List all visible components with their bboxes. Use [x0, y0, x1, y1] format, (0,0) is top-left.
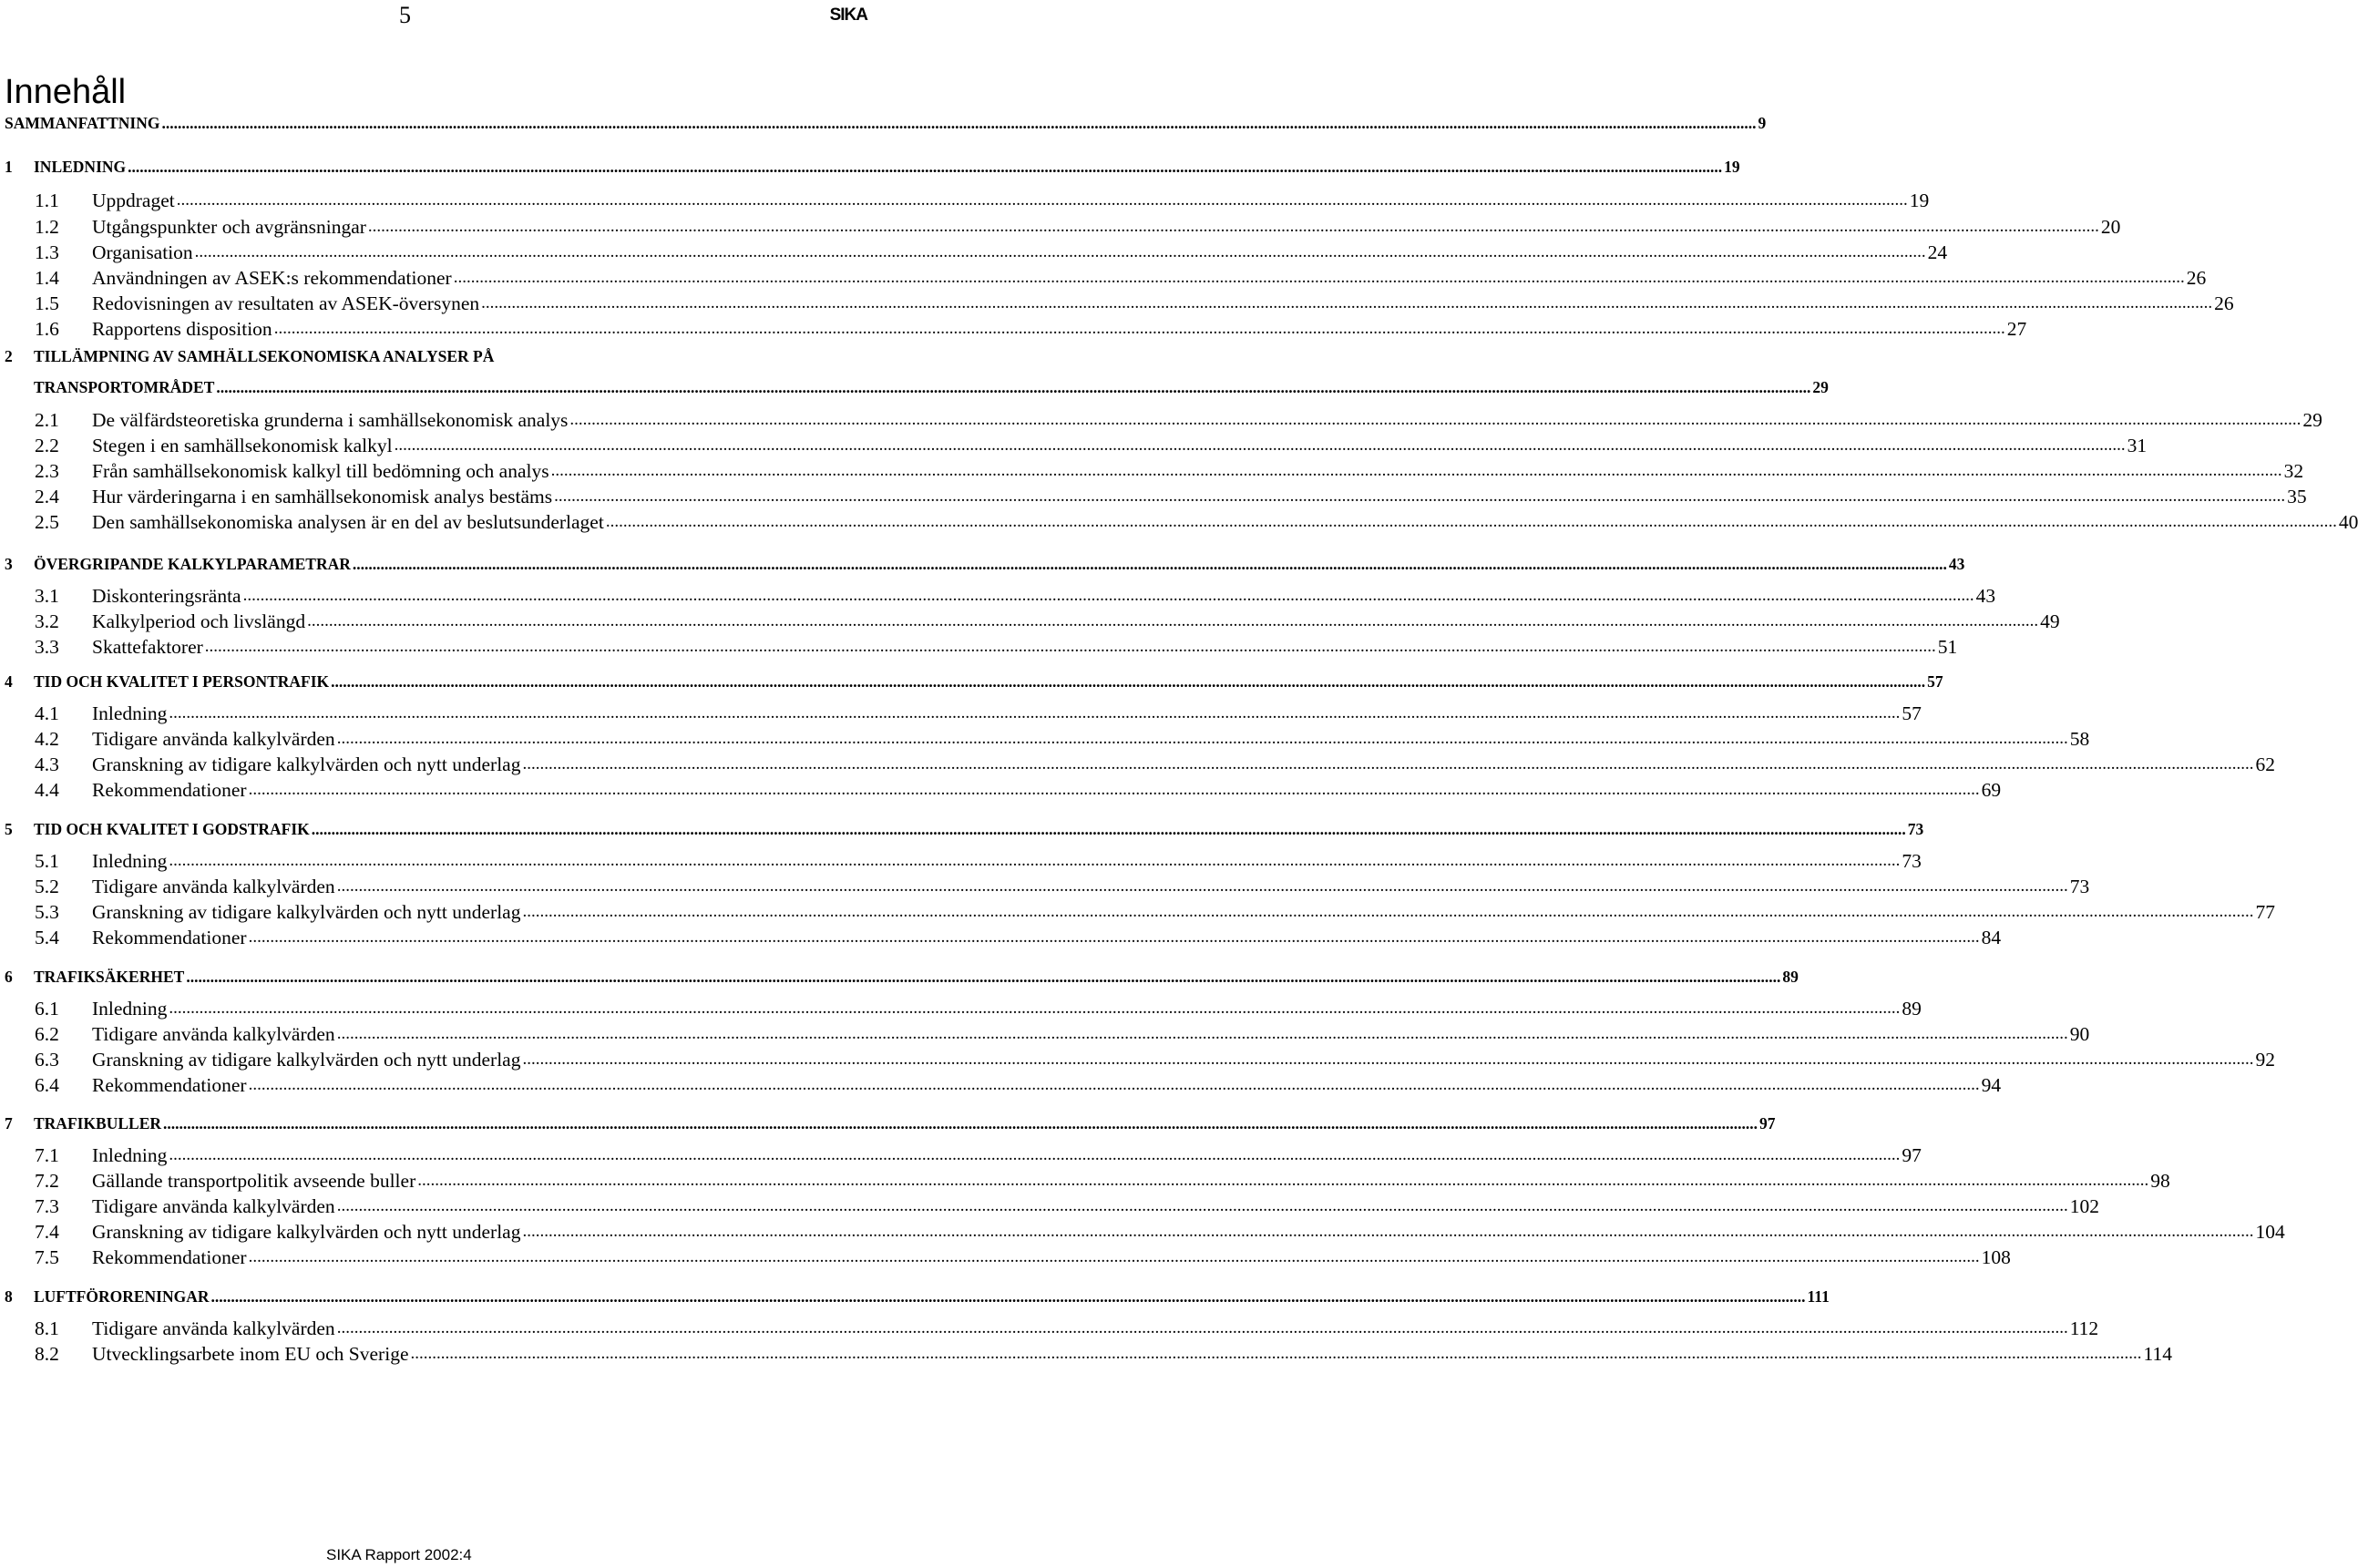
toc-entry-page: 27 — [2006, 318, 2027, 340]
toc-chapter-entry[interactable] — [5, 106, 1767, 133]
toc-entry-title-continued: TRANSPORTOMRÅDET — [34, 378, 215, 396]
toc-entry-number: 7.2 — [35, 1170, 59, 1192]
toc-entry-number: 4.3 — [35, 753, 59, 775]
toc-chapter-entry[interactable] — [5, 1279, 1830, 1307]
toc-section-entry[interactable] — [5, 507, 2358, 534]
toc-chapter-entry[interactable] — [5, 547, 1965, 574]
toc-entry-number: 2 — [5, 347, 13, 365]
toc-dot-leader: ................................................................................................................................................................................................................................................................................................................................................................................................................ — [417, 1171, 2149, 1190]
toc-section-entry[interactable] — [5, 1140, 1922, 1167]
toc-section-entry[interactable] — [5, 313, 2027, 341]
toc-entry-page: 89 — [1902, 998, 1922, 1020]
toc-section-entry[interactable] — [5, 237, 1948, 264]
toc-entry-page: 98 — [2150, 1170, 2170, 1192]
toc-entry-title: Inledning — [92, 998, 168, 1020]
toc-entry-number: 3.2 — [35, 610, 59, 632]
toc-entry-number: 4.2 — [35, 728, 59, 750]
toc-dot-leader: ................................................................................................................................................................................................................................................................................................................................................................................................................ — [336, 876, 2068, 896]
toc-dot-leader: ................................................................................................................................................................................................................................................................................................................................................................................................................ — [169, 999, 1901, 1018]
toc-chapter-entry[interactable] — [5, 812, 1924, 839]
toc-entry-page: 31 — [2127, 435, 2148, 456]
toc-entry-title: LUFTFÖRORENINGAR — [34, 1287, 210, 1306]
toc-dot-leader: ................................................................................................................................................................................................................................................................................................................................................................................................................ — [311, 820, 1906, 838]
toc-dot-leader: ................................................................................................................................................................................................................................................................................................................................................................................................................ — [128, 158, 1723, 176]
toc-section-entry[interactable] — [5, 631, 1958, 659]
toc-entry-page: 9 — [1758, 114, 1767, 132]
toc-dot-leader: ................................................................................................................................................................................................................................................................................................................................................................................................................ — [248, 1247, 1980, 1266]
page-title: Innehåll — [5, 73, 127, 111]
toc-entry-page: 84 — [1981, 927, 2002, 948]
toc-section-entry[interactable] — [5, 288, 2234, 315]
toc-entry-number: 7 — [5, 1114, 13, 1132]
toc-dot-leader: ................................................................................................................................................................................................................................................................................................................................................................................................................ — [569, 410, 2302, 429]
toc-entry-title: ÖVERGRIPANDE KALKYLPARAMETRAR — [34, 555, 351, 573]
toc-entry-title: Tidigare använda kalkylvärden — [92, 1023, 335, 1045]
toc-entry-page: 108 — [1981, 1246, 2011, 1268]
toc-entry-page: 57 — [1927, 672, 1943, 691]
toc-entry-page: 29 — [2302, 409, 2322, 431]
toc-entry-number: 6 — [5, 968, 13, 986]
toc-entry-number: 1.4 — [35, 267, 59, 289]
toc-chapter-entry[interactable] — [5, 959, 1799, 987]
toc-section-entry[interactable] — [5, 723, 2090, 751]
toc-entry-number: 7.5 — [35, 1246, 59, 1268]
toc-dot-leader: ................................................................................................................................................................................................................................................................................................................................................................................................................ — [307, 611, 2039, 630]
toc-entry-title: Rekommendationer — [92, 927, 247, 948]
toc-entry-title: Inledning — [92, 850, 168, 872]
toc-entry-page: 114 — [2143, 1343, 2172, 1365]
toc-entry-number: 6.4 — [35, 1074, 59, 1096]
toc-entry-page: 102 — [2069, 1195, 2099, 1217]
toc-dot-leader: ................................................................................................................................................................................................................................................................................................................................................................................................................ — [216, 378, 1811, 396]
toc-section-entry[interactable] — [5, 1338, 2172, 1366]
toc-entry-page: 89 — [1782, 968, 1799, 986]
toc-entry-number: 4 — [5, 672, 13, 691]
toc-chapter-entry[interactable] — [5, 149, 1740, 177]
toc-section-entry[interactable] — [5, 1313, 2099, 1340]
toc-dot-leader: ................................................................................................................................................................................................................................................................................................................................................................................................................ — [453, 268, 2185, 287]
toc-section-entry[interactable] — [5, 211, 2121, 239]
toc-section-entry[interactable] — [5, 1019, 2090, 1046]
toc-section-entry[interactable] — [5, 1165, 2170, 1193]
toc-entry-number: 5 — [5, 820, 13, 838]
toc-entry-page: 58 — [2069, 728, 2090, 750]
toc-dot-leader: ................................................................................................................................................................................................................................................................................................................................................................................................................ — [204, 637, 1936, 656]
toc-entry-title: TRAFIKSÄKERHET — [34, 968, 185, 986]
toc-entry-page: 90 — [2069, 1023, 2090, 1045]
toc-dot-leader: ................................................................................................................................................................................................................................................................................................................................................................................................................ — [161, 114, 1757, 132]
toc-entry-page: 32 — [2283, 460, 2304, 482]
toc-section-entry[interactable] — [5, 1044, 2275, 1071]
toc-entry-page: 24 — [1927, 241, 1948, 263]
toc-entry-number: 4.4 — [35, 779, 59, 801]
toc-entry-title: Uppdraget — [92, 190, 175, 211]
toc-entry-title: Den samhällsekonomiska analysen är en del av beslutsunderlaget — [92, 511, 604, 533]
toc-dot-leader: ................................................................................................................................................................................................................................................................................................................................................................................................................ — [169, 851, 1901, 870]
toc-entry-title: Tidigare använda kalkylvärden — [92, 728, 335, 750]
toc-entry-title: Användningen av ASEK:s rekommendationer — [92, 267, 452, 289]
toc-entry-page: 57 — [1902, 702, 1922, 724]
toc-entry-title: TID OCH KVALITET I GODSTRAFIK — [34, 820, 310, 838]
toc-dot-leader: ................................................................................................................................................................................................................................................................................................................................................................................................................ — [169, 1145, 1901, 1164]
toc-entry-number: 6.2 — [35, 1023, 59, 1045]
toc-entry-number: 1 — [5, 158, 13, 176]
toc-entry-page: 69 — [1981, 779, 2002, 801]
toc-entry-title: Tidigare använda kalkylvärden — [92, 1317, 335, 1339]
toc-entry-title: Rekommendationer — [92, 779, 247, 801]
toc-entry-title: Diskonteringsränta — [92, 585, 241, 607]
toc-entry-page: 111 — [1807, 1287, 1830, 1306]
toc-entry-number: 6.3 — [35, 1049, 59, 1071]
toc-entry-title: TRAFIKBULLER — [34, 1114, 162, 1132]
toc-dot-leader: ................................................................................................................................................................................................................................................................................................................................................................................................................ — [169, 703, 1901, 723]
toc-dot-leader: ................................................................................................................................................................................................................................................................................................................................................................................................................ — [248, 780, 1980, 799]
toc-entry-number: 8 — [5, 1287, 13, 1306]
toc-entry-title: Från samhällsekonomisk kalkyl till bedömning och analys — [92, 460, 549, 482]
toc-entry-page: 97 — [1902, 1144, 1922, 1166]
toc-dot-leader: ................................................................................................................................................................................................................................................................................................................................................................................................................ — [336, 1024, 2068, 1043]
toc-entry-title: Tidigare använda kalkylvärden — [92, 876, 335, 897]
toc-entry-number: 5.1 — [35, 850, 59, 872]
toc-dot-leader: ................................................................................................................................................................................................................................................................................................................................................................................................................ — [522, 1222, 2254, 1241]
toc-section-entry[interactable] — [5, 430, 2148, 457]
toc-entry-page: 51 — [1937, 636, 1958, 658]
toc-entry-title: Inledning — [92, 1144, 168, 1166]
toc-entry-title: Rekommendationer — [92, 1246, 247, 1268]
footer-text: SIKA Rapport 2002:4 — [326, 1546, 472, 1563]
toc-dot-leader: ................................................................................................................................................................................................................................................................................................................................................................................................................ — [210, 1287, 1806, 1306]
toc-section-entry[interactable] — [5, 1216, 2285, 1244]
toc-dot-leader: ................................................................................................................................................................................................................................................................................................................................................................................................................ — [550, 461, 2282, 480]
toc-dot-leader: ................................................................................................................................................................................................................................................................................................................................................................................................................ — [410, 1344, 2142, 1363]
toc-entry-title: Redovisningen av resultaten av ASEK-översynen — [92, 292, 480, 314]
toc-entry-page: 112 — [2069, 1317, 2099, 1339]
toc-section-entry[interactable] — [5, 993, 1922, 1020]
toc-dot-leader: ................................................................................................................................................................................................................................................................................................................................................................................................................ — [273, 319, 2005, 338]
toc-chapter-entry[interactable] — [5, 1106, 1776, 1133]
toc-section-entry[interactable] — [5, 405, 2322, 432]
toc-dot-leader: ................................................................................................................................................................................................................................................................................................................................................................................................................ — [163, 1114, 1758, 1132]
toc-entry-title: Hur värderingarna i en samhällsekonomisk analys bestäms — [92, 486, 553, 507]
toc-entry-page: 43 — [1948, 555, 1965, 573]
toc-dot-leader: ................................................................................................................................................................................................................................................................................................................................................................................................................ — [194, 242, 1926, 261]
toc-entry-page: 94 — [1981, 1074, 2002, 1096]
toc-dot-leader: ................................................................................................................................................................................................................................................................................................................................................................................................................ — [394, 436, 2126, 455]
toc-entry-number: 1.6 — [35, 318, 59, 340]
toc-entry-page: 92 — [2255, 1049, 2275, 1071]
toc-entry-number: 3.1 — [35, 585, 59, 607]
brand-logo: SIKA — [829, 5, 867, 25]
toc-entry-title: Rapportens disposition — [92, 318, 272, 340]
toc-entry-number: 7.4 — [35, 1221, 59, 1243]
toc-entry-number: 8.1 — [35, 1317, 59, 1339]
toc-section-entry[interactable] — [5, 481, 2307, 508]
toc-entry-page: 26 — [2214, 292, 2234, 314]
toc-dot-leader: ................................................................................................................................................................................................................................................................................................................................................................................................................ — [367, 217, 2099, 236]
toc-chapter-entry[interactable] — [5, 664, 1943, 692]
toc-dot-leader: ................................................................................................................................................................................................................................................................................................................................................................................................................ — [248, 1075, 1980, 1094]
toc-section-entry[interactable] — [5, 845, 1922, 873]
toc-section-entry[interactable] — [5, 774, 2002, 802]
toc-entry-title: Inledning — [92, 702, 168, 724]
toc-entry-title: Skattefaktorer — [92, 636, 203, 658]
toc-dot-leader: ................................................................................................................................................................................................................................................................................................................................................................................................................ — [352, 555, 1947, 573]
toc-entry-number: 3 — [5, 555, 13, 573]
toc-entry-number: 2.5 — [35, 511, 59, 533]
toc-entry-page: 40 — [2338, 511, 2358, 533]
toc-section-entry[interactable] — [5, 897, 2275, 924]
toc-entry-title: Organisation — [92, 241, 193, 263]
toc-entry-number: 2.4 — [35, 486, 59, 507]
toc-entry-title: Granskning av tidigare kalkylvärden och nytt underlag — [92, 753, 521, 775]
toc-entry-number: 5.3 — [35, 901, 59, 923]
toc-section-entry[interactable] — [5, 698, 1922, 725]
toc-dot-leader: ................................................................................................................................................................................................................................................................................................................................................................................................................ — [248, 927, 1980, 947]
toc-section-entry[interactable] — [5, 1242, 2011, 1269]
toc-entry-page: 35 — [2287, 486, 2307, 507]
toc-entry-page: 19 — [1724, 158, 1740, 176]
toc-entry-title: De välfärdsteoretiska grunderna i samhällsekonomisk analys — [92, 409, 569, 431]
toc-dot-leader: ................................................................................................................................................................................................................................................................................................................................................................................................................ — [522, 902, 2254, 921]
toc-dot-leader: ................................................................................................................................................................................................................................................................................................................................................................................................................ — [481, 293, 2213, 313]
toc-dot-leader: ................................................................................................................................................................................................................................................................................................................................................................................................................ — [554, 487, 2286, 506]
toc-entry-number: 2.3 — [35, 460, 59, 482]
toc-section-entry[interactable] — [5, 922, 2002, 949]
toc-section-entry[interactable] — [5, 606, 2060, 633]
toc-entry-title: TID OCH KVALITET I PERSONTRAFIK — [34, 672, 330, 691]
toc-entry-page: 26 — [2186, 267, 2207, 289]
toc-section-entry[interactable] — [5, 262, 2207, 290]
toc-dot-leader: ................................................................................................................................................................................................................................................................................................................................................................................................................ — [336, 729, 2068, 748]
toc-dot-leader: ................................................................................................................................................................................................................................................................................................................................................................................................................ — [522, 1050, 2254, 1069]
toc-dot-leader: ................................................................................................................................................................................................................................................................................................................................................................................................................ — [331, 672, 1926, 691]
toc-section-entry[interactable] — [5, 1070, 2002, 1097]
toc-dot-leader: ................................................................................................................................................................................................................................................................................................................................................................................................................ — [336, 1318, 2068, 1337]
toc-entry-title: INLEDNING — [34, 158, 127, 176]
toc-dot-leader: ................................................................................................................................................................................................................................................................................................................................................................................................................ — [336, 1196, 2068, 1215]
toc-entry-page: 97 — [1759, 1114, 1776, 1132]
toc-entry-title: Kalkylperiod och livslängd — [92, 610, 306, 632]
toc-entry-number: 5.4 — [35, 927, 59, 948]
toc-entry-page: 73 — [1902, 850, 1922, 872]
toc-entry-number: 2.1 — [35, 409, 59, 431]
page-number: 5 — [399, 2, 411, 28]
toc-section-entry[interactable] — [5, 580, 1996, 608]
toc-entry-page: 20 — [2100, 216, 2121, 238]
toc-entry-title: Utvecklingsarbete inom EU och Sverige — [92, 1343, 409, 1365]
toc-entry-title: SAMMANFATTNING — [5, 114, 160, 132]
toc-section-entry[interactable] — [5, 456, 2304, 483]
toc-entry-number: 5.2 — [35, 876, 59, 897]
toc-entry-title: TILLÄMPNING AV SAMHÄLLSEKONOMISKA ANALYSER PÅ — [34, 347, 495, 365]
toc-entry-title: Granskning av tidigare kalkylvärden och nytt underlag — [92, 1049, 521, 1071]
toc-entry-page: 19 — [1909, 190, 1930, 211]
toc-entry-number: 6.1 — [35, 998, 59, 1020]
toc-entry-number: 4.1 — [35, 702, 59, 724]
toc-entry-title: Rekommendationer — [92, 1074, 247, 1096]
toc-entry-page: 62 — [2255, 753, 2275, 775]
toc-dot-leader: ................................................................................................................................................................................................................................................................................................................................................................................................................ — [176, 190, 1908, 210]
toc-entry-number: 1.1 — [35, 190, 59, 211]
toc-section-entry[interactable] — [5, 185, 1930, 212]
toc-entry-title: Tidigare använda kalkylvärden — [92, 1195, 335, 1217]
toc-entry-number: 1.5 — [35, 292, 59, 314]
toc-dot-leader: ................................................................................................................................................................................................................................................................................................................................................................................................................ — [186, 968, 1781, 986]
toc-entry-page: 29 — [1812, 378, 1829, 396]
toc-entry-number: 8.2 — [35, 1343, 59, 1365]
toc-dot-leader: ................................................................................................................................................................................................................................................................................................................................................................................................................ — [242, 586, 1974, 605]
toc-entry-title: Granskning av tidigare kalkylvärden och nytt underlag — [92, 1221, 521, 1243]
toc-section-entry[interactable] — [5, 1191, 2099, 1218]
toc-entry-title: Stegen i en samhällsekonomisk kalkyl — [92, 435, 393, 456]
toc-entry-number: 7.1 — [35, 1144, 59, 1166]
toc-entry-page: 73 — [1907, 820, 1924, 838]
toc-section-entry[interactable] — [5, 749, 2275, 776]
toc-entry-number: 7.3 — [35, 1195, 59, 1217]
toc-entry-page: 77 — [2255, 901, 2275, 923]
toc-entry-number: 1.2 — [35, 216, 59, 238]
toc-chapter-entry[interactable] — [5, 346, 1829, 397]
toc-dot-leader: ................................................................................................................................................................................................................................................................................................................................................................................................................ — [522, 754, 2254, 774]
toc-entry-page: 49 — [2040, 610, 2060, 632]
toc-entry-page: 73 — [2069, 876, 2090, 897]
toc-entry-page: 104 — [2255, 1221, 2285, 1243]
toc-entry-number: 2.2 — [35, 435, 59, 456]
toc-section-entry[interactable] — [5, 871, 2090, 898]
toc-entry-title: Utgångspunkter och avgränsningar — [92, 216, 366, 238]
toc-entry-title: Gällande transportpolitik avseende buller — [92, 1170, 416, 1192]
toc-entry-number: 3.3 — [35, 636, 59, 658]
toc-entry-page: 43 — [1975, 585, 1996, 607]
toc-dot-leader: ................................................................................................................................................................................................................................................................................................................................................................................................................ — [605, 512, 2337, 531]
toc-entry-title: Granskning av tidigare kalkylvärden och nytt underlag — [92, 901, 521, 923]
toc-entry-number: 1.3 — [35, 241, 59, 263]
